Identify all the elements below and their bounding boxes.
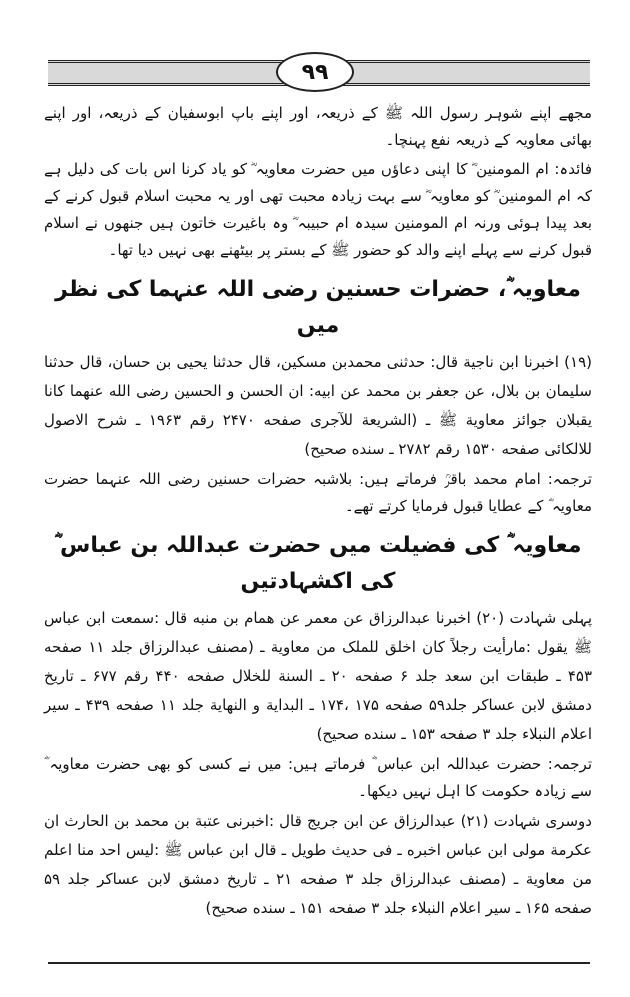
page-content bbox=[44, 100, 592, 925]
translation-20: ترجمہ: حضرت عبداللہ ابن عباس ؓ فرماتے ہیں: میں نے کسی کو بھی حضرت معاویہ ؓ سے زیادہ حکومت کا اہل نہیں دیکھا۔ bbox=[44, 755, 592, 800]
hadith-19: (۱۹) اخبرنا ابن ناجیة قال: حدثنی محمدبن مسکین، قال حدثنا یحیی بن حسان، قال حدثنا سلیمان بن بلال، عن جعفر بن محمد عن ابیه: ان الحسن و الحسین رضی الله عنهما کانا یقبلان جوائز معاویة ﷺ ـ (الشریعة للآجری صفحه ۲۴۷۰ رقم ۱۹۶۳ ـ شرح الاصول للالکائی صفحه ۱۵۳۰ رقم ۲۷۸۲ ـ سنده صحیح) bbox=[44, 353, 593, 458]
footer-rule bbox=[48, 962, 590, 964]
translation-19: ترجمہ: امام محمد باقرؒ فرماتے ہیں: بلاشبہ حضرات حسنین رضی اللہ عنہما حضرت معاویہ ؓ کے عطایا قبول فرمایا کرتے تھے۔ bbox=[44, 470, 592, 515]
paragraph-intro: مجھے اپنے شوہر رسول اللہ ﷺ کے ذریعہ، اور اپنے باپ ابوسفیان کے ذریعہ، اور اپنے بھائی معاویہ کے ذریعہ نفع پہنچا۔ bbox=[44, 104, 592, 149]
section-heading-hasnain: معاویہ ؓ، حضرات حسنین رضی اللہ عنہما کی نظر میں bbox=[55, 277, 581, 338]
hadith-20: پہلی شہادت (۲۰) اخبرنا عبدالرزاق عن معمر عن همام بن منبه قال :سمعت ابن عباس ﷺ یقول :مارأیت رجلاً کان اخلق للملک من معاویة ـ (مصنف عبدالرزاق جلد ۱۱ صفحه ۴۵۳ ـ طبقات ابن سعد جلد ۶ صفحه ۲۰ ـ السنة للخلال صفحه ۴۴۰ رقم ۶۷۷ ـ تاریخ دمشق لابن عساکر جلد۵۹ صفحه ۱۷۵ ،۱۷۴ ـ البدایة و النهایة جلد ۱۱ صفحه ۴۳۹ ـ سیر اعلام النبلاء جلد ۳ صفحه ۱۵۳ ـ سنده صحیح) bbox=[44, 609, 592, 743]
section-heading-ibn-abbas: معاویہ ؓ کی فضیلت میں حضرت عبداللہ بن عباس ؓ کی اکشہادتیں bbox=[54, 533, 582, 594]
hadith-21: دوسری شہادت (۲۱) عبدالرزاق عن ابن جریج قال :اخبرنی عتبة بن محمد بن الحارث ان عکرمة مولی ابن عباس اخبره ـ فی حدیث طویل ـ قال ابن عباس ﷺ :لیس احد منا اعلم من معاویة ـ (مصنف عبدالرزاق جلد ۳ صفحه ۲۱ ـ تاریخ دمشق لابن عساکر جلد ۵۹ صفحه ۱۶۵ ـ سیر اعلام النبلاء جلد ۳ صفحه ۱۵۱ ـ سنده صحیح) bbox=[44, 812, 592, 917]
page-number: ۹۹ bbox=[276, 52, 354, 92]
paragraph-faida: فائدہ: ام المومنین ؓ کا اپنی دعاؤں میں حضرت معاویہ ؓ کو یاد کرنا اس بات کی دلیل ہے کہ ام المومنین ؓ کو معاویہ ؓ سے بہت زیادہ محبت تھی اور یہ محبت اسلام قبول کرنے کے بعد پیدا ہوئی ورنہ ام المومنین سیدہ ام حبیبہ ؓ وہ باغیرت خاتون ہیں جنھوں نے اسلام قبول کرنے سے پہلے اپنے والد کو حضور ﷺ کے بستر پر بیٹھنے بھی نہیں دیا تھا۔ bbox=[44, 160, 592, 259]
